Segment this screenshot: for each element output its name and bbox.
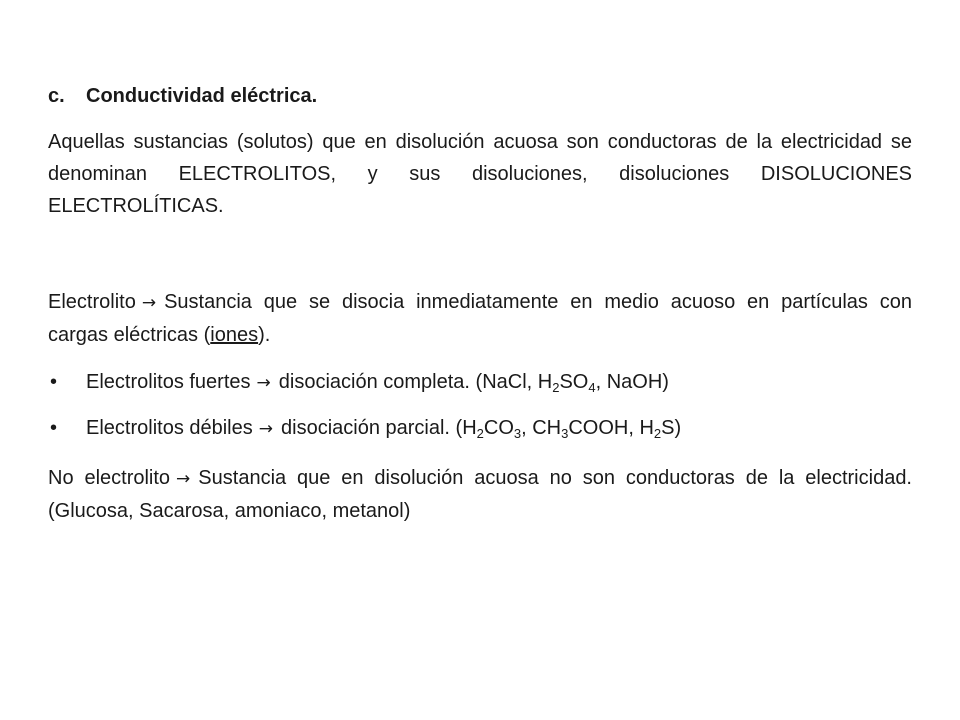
- no-electrolito-text: Sustancia que en disolución acuosa no son conductoras de la electricidad. (Glucosa, Sacarosa, amoniaco, metanol): [48, 467, 912, 522]
- fuertes-text: disociación completa. (NaCl, H: [278, 371, 553, 393]
- iones-keyword: iones: [210, 324, 259, 346]
- formula-part: S): [661, 417, 682, 439]
- bullet-list-fuertes: [48, 366, 912, 399]
- formula-part: CO: [483, 417, 514, 439]
- no-electrolito-term: No electrolito: [48, 467, 171, 489]
- right-arrow-icon: →: [256, 373, 271, 393]
- formula-part: , CH: [521, 417, 562, 439]
- subscript: 3: [513, 426, 522, 441]
- subscript: 4: [588, 380, 596, 395]
- section-heading: [48, 82, 317, 110]
- bullet-icon: •: [50, 417, 58, 439]
- no-electrolito-definition: [48, 462, 912, 527]
- debiles-term: Electrolitos débiles: [86, 417, 253, 439]
- list-item-fuertes: [48, 366, 912, 399]
- subscript: 2: [476, 426, 484, 441]
- debiles-text: disociación parcial. (H: [281, 417, 477, 439]
- subscript: 3: [561, 426, 569, 441]
- right-arrow-icon: →: [176, 469, 191, 489]
- formula-part: COOH, H: [568, 417, 654, 439]
- fuertes-term: Electrolitos fuertes: [86, 371, 251, 393]
- subscript: 2: [552, 380, 560, 395]
- right-arrow-icon: →: [141, 293, 157, 313]
- electrolito-text: Sustancia que se disocia inmediatamente en medio acuoso en partículas con cargas eléctricas (: [48, 291, 912, 346]
- heading-title: Conductividad eléctrica.: [86, 85, 318, 107]
- formula-part: SO: [559, 371, 589, 393]
- electrolito-term: Electrolito: [48, 291, 136, 313]
- heading-marker: c.: [48, 85, 65, 107]
- subscript: 2: [653, 426, 662, 441]
- intro-paragraph: Aquellas sustancias (solutos) que en disolución acuosa son conductoras de la electricidad se denominan ELECTROLITOS, y sus disoluciones, disoluciones DISOLUCIONES ELECTROLÍTICAS.: [48, 131, 912, 217]
- right-arrow-icon: →: [258, 419, 273, 439]
- bullet-icon: •: [50, 371, 58, 393]
- formula-part: , NaOH): [595, 371, 669, 393]
- list-item-debiles: [48, 412, 912, 445]
- electrolito-definition: [48, 286, 912, 351]
- bullet-list-debiles: [48, 412, 912, 445]
- electrolito-end: ).: [258, 324, 271, 346]
